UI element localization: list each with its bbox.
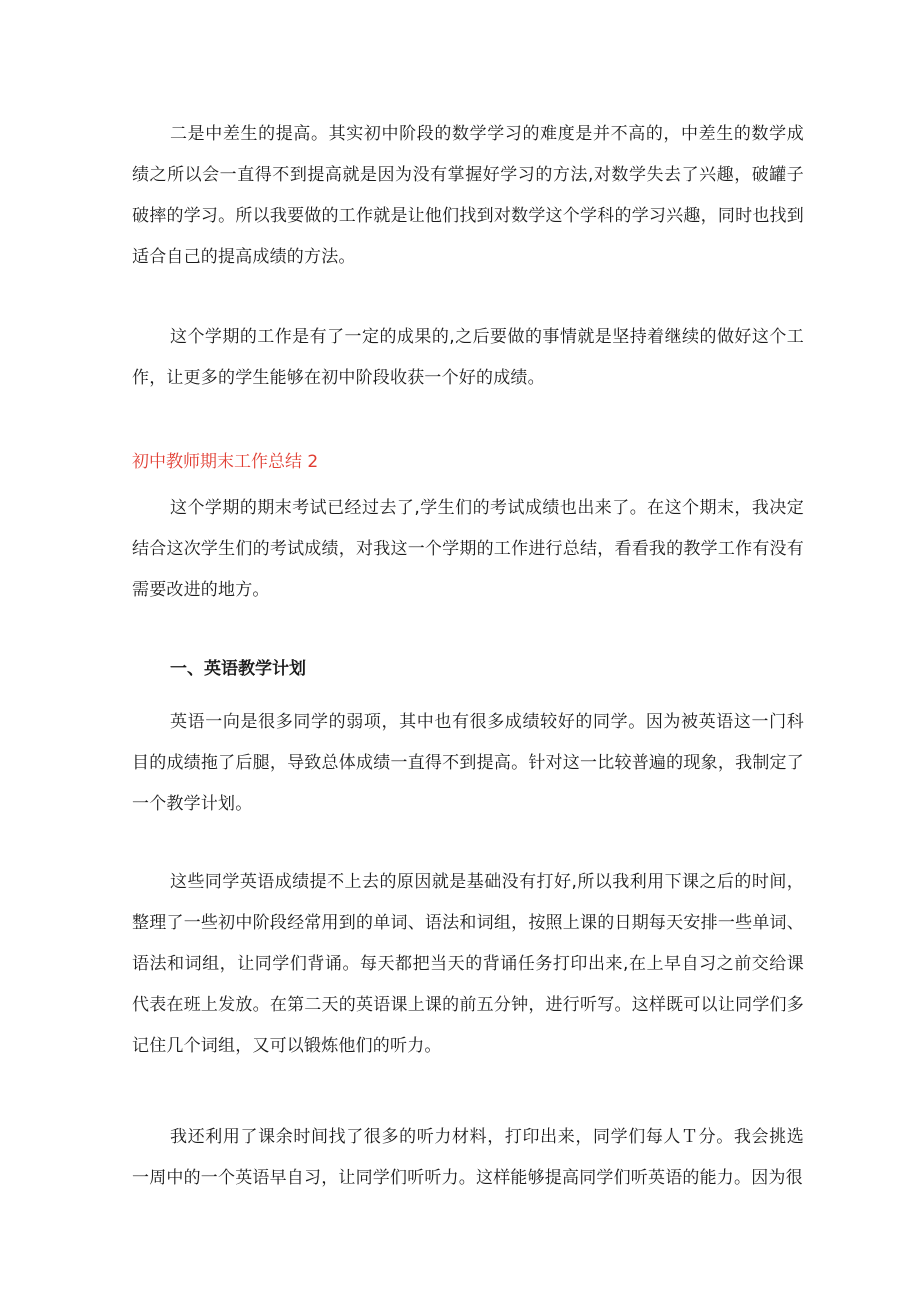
section-title: 初中教师期末工作总结 2 [132,452,319,472]
paragraph-vocabulary-plan: 这些同学英语成绩提不上去的原因就是基础没有打好,所以我利用下课之后的时间，整理了一些初中阶段经常用到的单词、语法和词组，按照上课的日期每天安排一些单词、语法和词组，让同学们背诵。每天都把当天的背诵任务打印出来,在上早自习之前交给课代表在班上发放。在第二天的英语课上课的前五分钟，进行听写。这样既可以让同学们多记住几个词组，又可以锻炼他们的听力。 [132,872,804,1056]
paragraph-middle-students: 二是中差生的提高。其实初中阶段的数学学习的难度是并不高的，中差生的数学成绩之所以会一直得不到提高就是因为没有掌握好学习的方法,对数学失去了兴趣，破罐子破摔的学习。所以我要做的工作就是让他们找到对数学这个学科的学习兴趣，同时也找到适合自己的提高成绩的方法。 [132,124,804,267]
paragraph-semester-results: 这个学期的工作是有了一定的成果的,之后要做的事情就是坚持着继续的做好这个工作，让更多的学生能够在初中阶段收获一个好的成绩。 [132,327,804,388]
subheading-english-plan: 一、英语教学计划 [170,659,306,679]
paragraph-english-weakness: 英语一向是很多同学的弱项，其中也有很多成绩较好的同学。因为被英语这一门科目的成绩拖了后腿，导致总体成绩一直得不到提高。针对这一比较普遍的现象，我制定了一个教学计划。 [132,712,804,814]
paragraph-listening-materials: 我还利用了课余时间找了很多的听力材料，打印出来，同学们每人Ｔ分。我会挑选一周中的一个英语早自习，让同学们听听力。这样能够提高同学们听英语的能力。因为很 [132,1127,804,1188]
paragraph-intro: 这个学期的期末考试已经过去了,学生们的考试成绩也出来了。在这个期末，我决定结合这次学生们的考试成绩，对我这一个学期的工作进行总结，看看我的教学工作有没有需要改进的地方。 [132,498,804,600]
